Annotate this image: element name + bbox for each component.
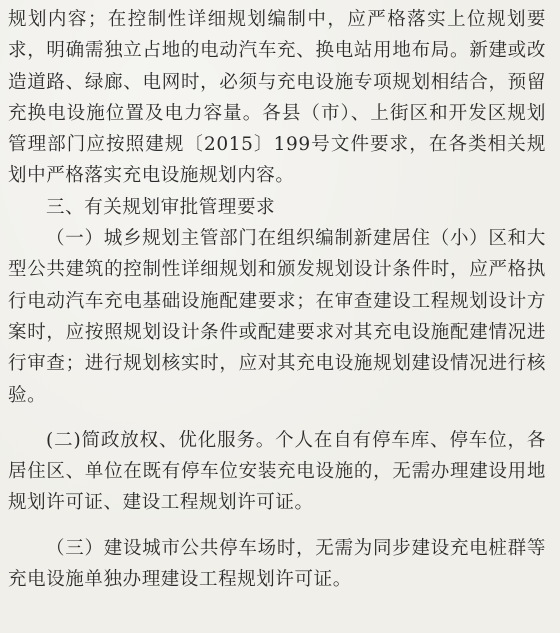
paragraph-item-3: （三）建设城市公共停车场时，无需为同步建设充电桩群等充电设施单独办理建设工程规划许可证。 [8,537,546,591]
paragraph-item-2: (二)简政放权、优化服务。个人在自有停车库、停车位，各居住区、单位在既有停车位安装充电设施的，无需办理建设用地规划许可证、建设工程规划许可证。 [8,429,546,514]
paragraph-item-1: （一）城乡规划主管部门在组织编制新建居住（小）区和大型公共建筑的控制性详细规划和颁发规划设计条件时，应严格执行电动汽车充电基础设施配建要求；在审查建设工程规划设计方案时，应按照规划设计条件或配建要求对其充电设施配建情况进行审查；进行规划核实时，应对其充电设施规划建设情况进行核验。 [8,228,546,406]
paragraph-spacer [8,411,546,425]
paragraph-planning-content: 规划内容；在控制性详细规划编制中，应严格落实上位规划要求，明确需独立占地的电动汽车充、换电站用地布局。新建或改造道路、绿廊、电网时，必须与充电设施专项规划相结合，预留充换电设施位置及电力容量。各县（市）、上街区和开发区规划管理部门应按照建规〔2015〕199号文件要求，在各类相关规划中严格落实充电设施规划内容。 [8,9,546,187]
paragraph-spacer [8,519,546,533]
section-heading: 三、有关规划审批管理要求 [46,196,276,218]
